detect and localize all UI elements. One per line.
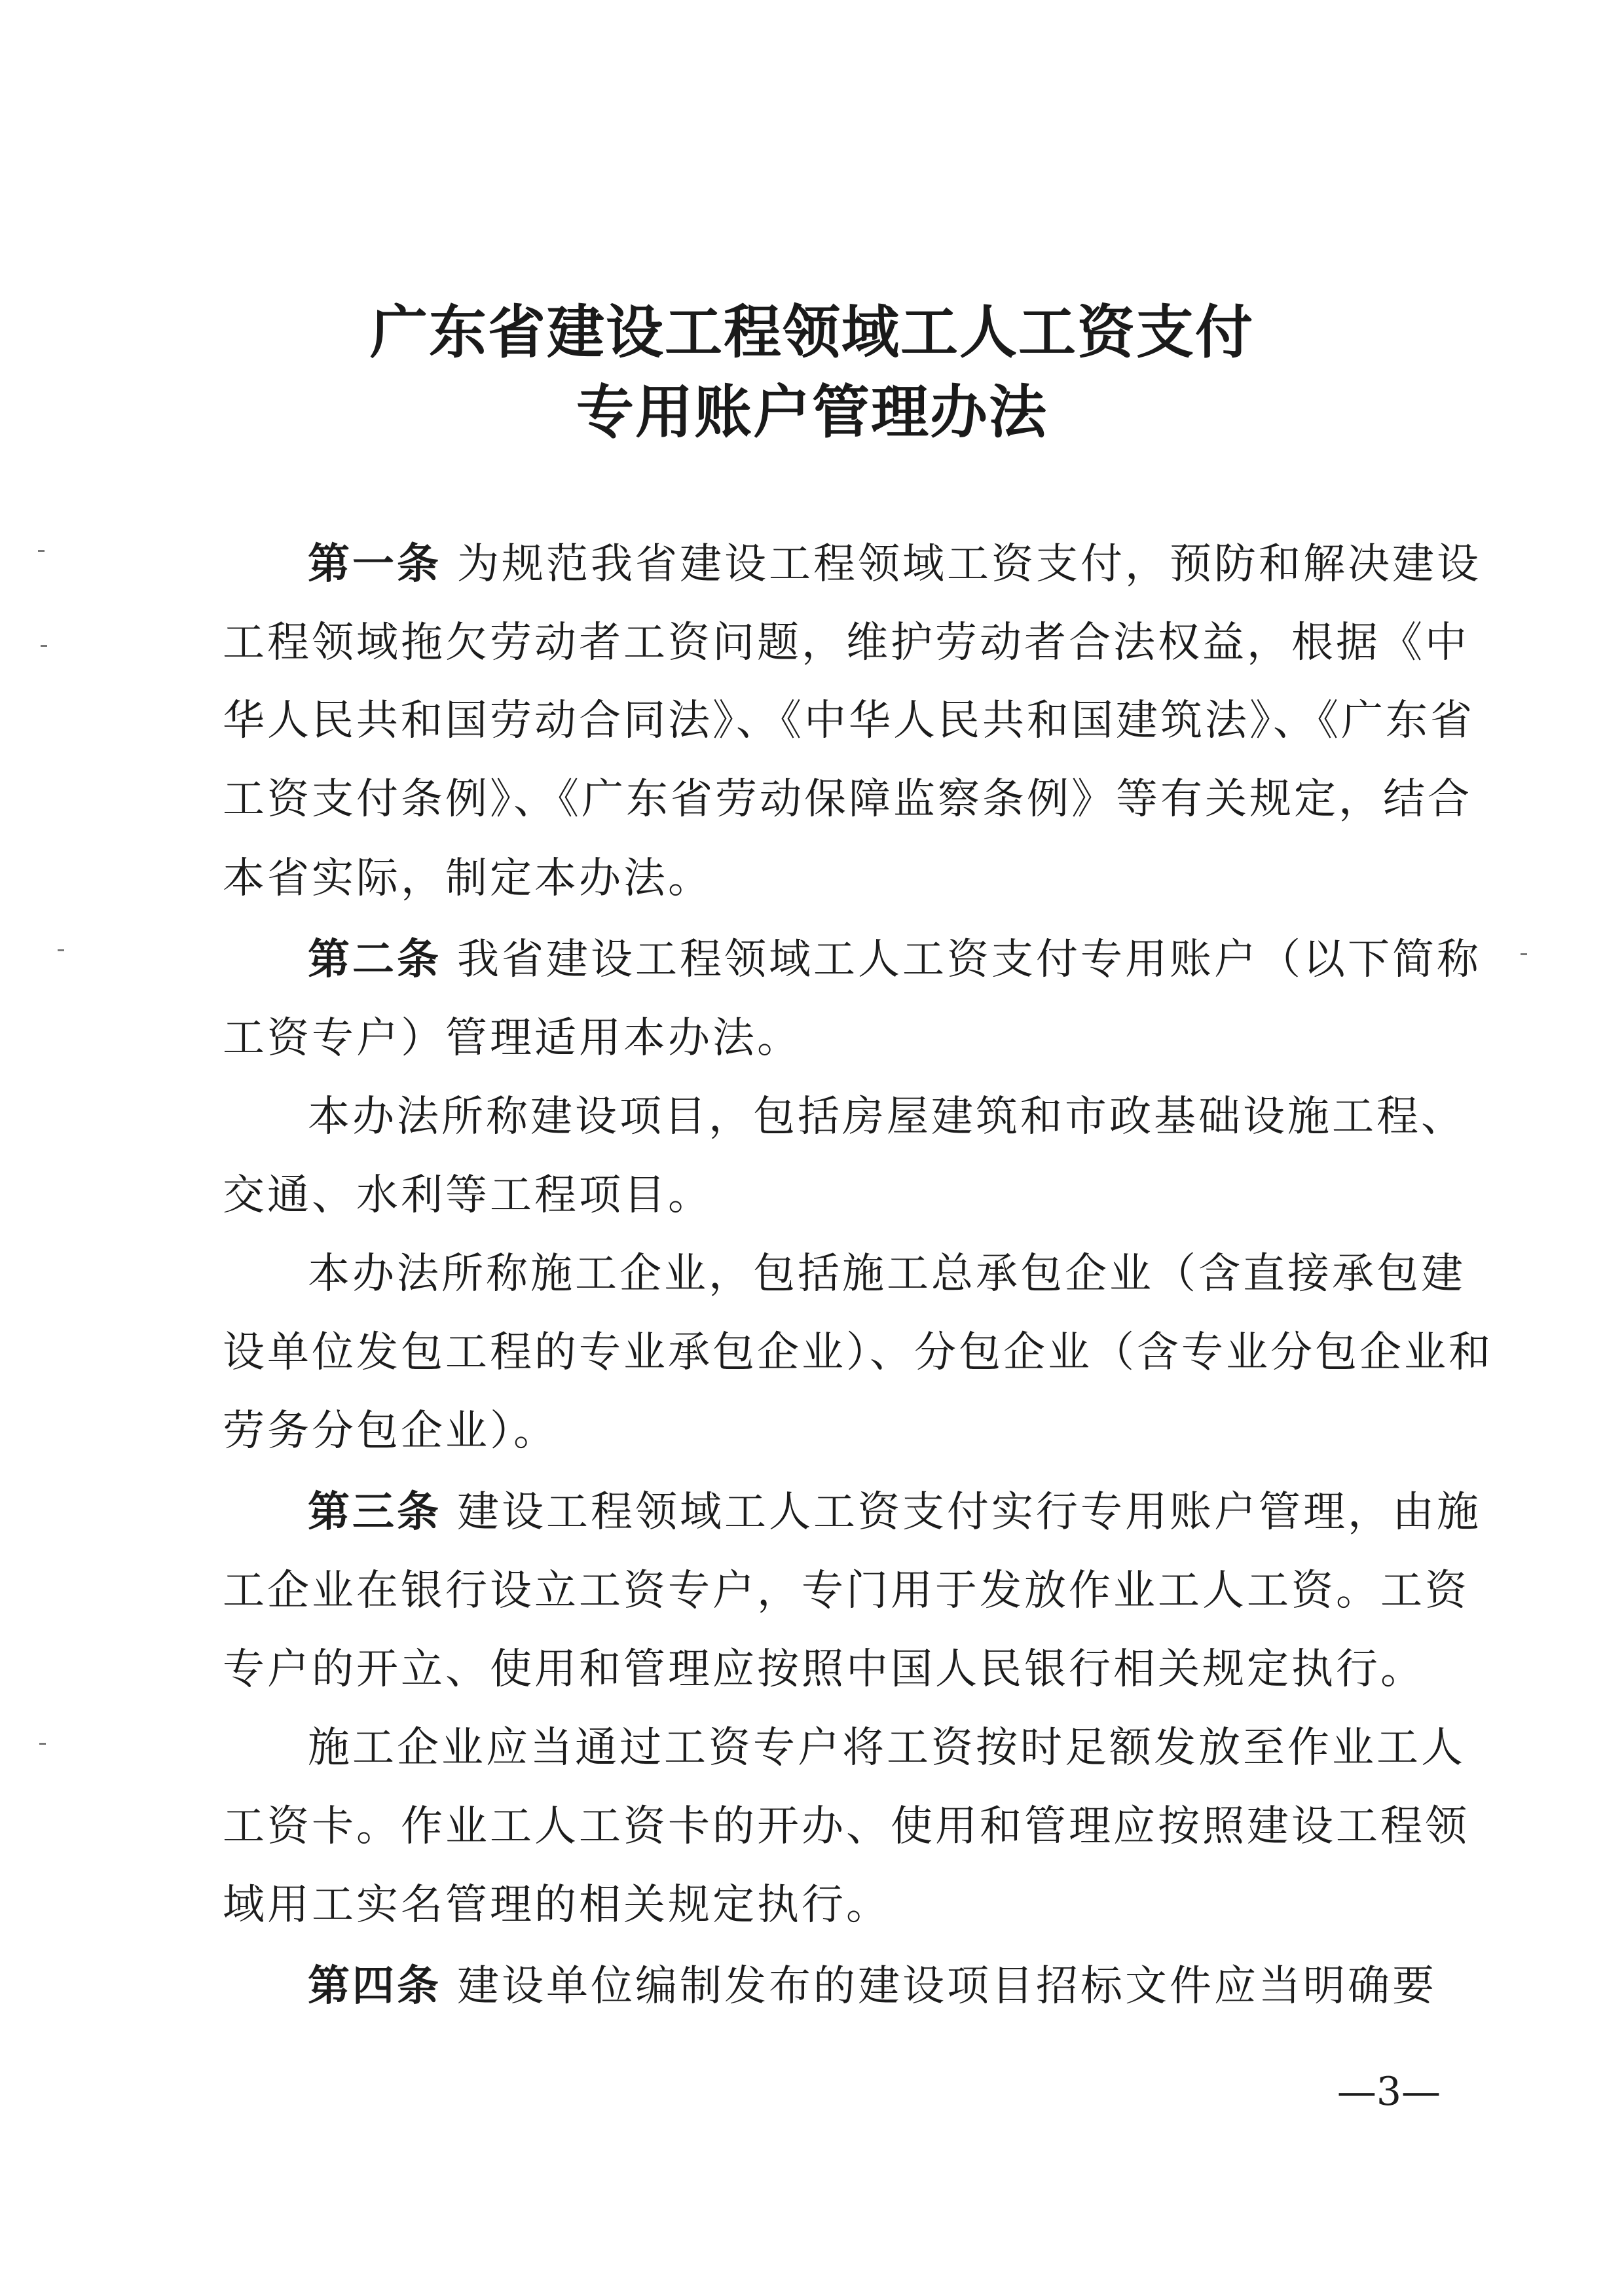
article-1-line-1 <box>308 538 1481 591</box>
article-3-para-2-line-1: 施工企业应当通过工资专户将工资按时足额发放至作业工人 <box>308 1724 1466 1772</box>
article-1-text-1: 为规范我省建设工程领域工资支付，预防和解决建设 <box>457 540 1481 589</box>
article-2-para-3-line-2: 设单位发包工程的专业承包企业）、分包企业（含专业分包企业和 <box>223 1328 1493 1377</box>
article-2-keyword: 第二条 <box>308 936 441 984</box>
scan-mark <box>41 645 47 647</box>
article-3-para-2-line-2: 工资卡。作业工人工资卡的开办、使用和管理应按照建设工程领 <box>223 1802 1469 1851</box>
article-3-line-3: 专户的开立、使用和管理应按照中国人民银行相关规定执行。 <box>223 1645 1425 1694</box>
article-2-para-2-line-1: 本办法所称建设项目，包括房屋建筑和市政基础设施工程、 <box>308 1093 1466 1141</box>
article-1-line-3: 华人民共和国劳动合同法》、《中华人民共和国建筑法》、《广东省 <box>223 697 1475 745</box>
document-title-line-2: 专用账户管理办法 <box>576 378 1048 446</box>
article-1-keyword: 第一条 <box>308 540 441 589</box>
article-3-para-2-line-3: 域用工实名管理的相关规定执行。 <box>223 1881 891 1929</box>
scan-mark <box>39 1743 46 1745</box>
document-title-line-1: 广东省建设工程领域工人工资支付 <box>369 299 1254 366</box>
article-3-line-1 <box>308 1486 1481 1539</box>
article-2-para-2-line-2: 交通、水利等工程项目。 <box>223 1171 712 1220</box>
article-1-line-4: 工资支付条例》、《广东省劳动保障监察条例》等有关规定，结合 <box>223 775 1472 824</box>
article-3-keyword: 第三条 <box>308 1488 441 1537</box>
article-2-para-3-line-1: 本办法所称施工企业，包括施工总承包企业（含直接承包建 <box>308 1250 1466 1298</box>
article-2-para-3-line-3: 劳务分包企业）。 <box>223 1407 558 1455</box>
article-2-text-1: 我省建设工程领域工人工资支付专用账户（以下简称 <box>457 936 1481 984</box>
article-4-text-1: 建设单位编制发布的建设项目招标文件应当明确要 <box>457 1962 1437 2011</box>
scan-mark <box>58 949 64 951</box>
scan-mark <box>38 550 45 552</box>
article-3-text-1: 建设工程领域工人工资支付实行专用账户管理，由施 <box>457 1488 1481 1537</box>
article-3-line-2: 工企业在银行设立工资专户，专门用于发放作业工人工资。工资 <box>223 1567 1469 1615</box>
article-2-line-2: 工资专户）管理适用本办法。 <box>223 1014 802 1063</box>
scan-mark <box>1521 953 1527 955</box>
article-2-line-1 <box>308 934 1481 986</box>
article-1-line-5: 本省实际，制定本办法。 <box>223 854 712 903</box>
article-1-line-2: 工程领域拖欠劳动者工资问题，维护劳动者合法权益，根据《中 <box>223 619 1469 667</box>
article-4-line-1 <box>308 1960 1437 2013</box>
article-4-keyword: 第四条 <box>308 1962 441 2011</box>
page-number: —3— <box>1337 2069 1441 2115</box>
